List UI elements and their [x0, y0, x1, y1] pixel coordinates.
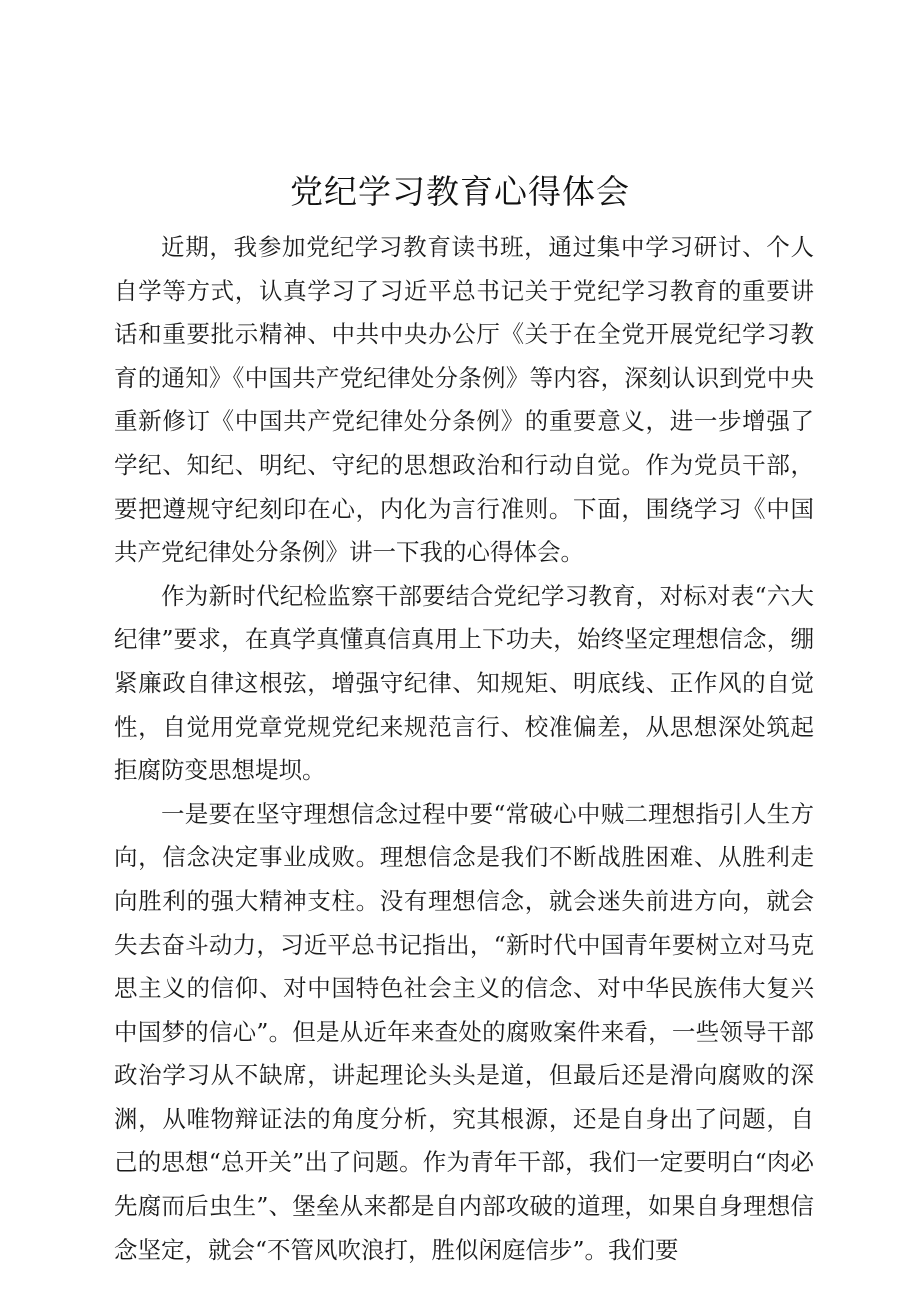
paragraph-ideals: 一是要在坚守理想信念过程中要“常破心中贼二理想指引人生方向，信念决定事业成败。理想信念是我们不断战胜困难、从胜利走向胜利的强大精神支柱。没有理想信念，就会迷失前进方向，就会失去奋斗动力，习近平总书记指出，“新时代中国青年要树立对马克思主义的信仰、对中国特色社会主义的信念、对中华民族伟大复兴中国梦的信心”。但是从近年来查处的腐败案件来看，一些领导干部政治学习从不缺席，讲起理论头头是道，但最后还是滑向腐败的深渊，从唯物辩证法的角度分析，究其根源，还是自身出了问题，自己的思想“总开关”出了问题。作为青年干部，我们一定要明白“肉必先腐而后虫生”、堡垒从来都是自内部攻破的道理，如果自身理想信念坚定，就会“不管风吹浪打，胜似闲庭信步”。我们要 — [114, 799, 814, 1264]
document-title: 党纪学习教育心得体会 — [290, 172, 630, 211]
document-body — [114, 226, 814, 1272]
paragraph-intro: 近期，我参加党纪学习教育读书班，通过集中学习研讨、个人自学等方式，认真学习了习近平总书记关于党纪学习教育的重要讲话和重要批示精神、中共中央办公厅《关于在全党开展党纪学习教育的通知》《中国共产党纪律处分条例》等内容，深刻认识到党中央重新修订《中国共产党纪律处分条例》的重要意义，进一步增强了学纪、知纪、明纪、守纪的思想政治和行动自觉。作为党员干部，要把遵规守纪刻印在心，内化为言行准则。下面，围绕学习《中国共产党纪律处分条例》讲一下我的心得体会。 — [114, 233, 814, 567]
paragraph-overview: 作为新时代纪检监察干部要结合党纪学习教育，对标对表“六大纪律”要求，在真学真懂真信真用上下功夫，始终坚定理想信念，绷紧廉政自律这根弦，增强守纪律、知规矩、明底线、正作风的自觉性，自觉用党章党规党纪来规范言行、校准偏差，从思想深处筑起拒腐防变思想堤坝。 — [114, 581, 814, 785]
